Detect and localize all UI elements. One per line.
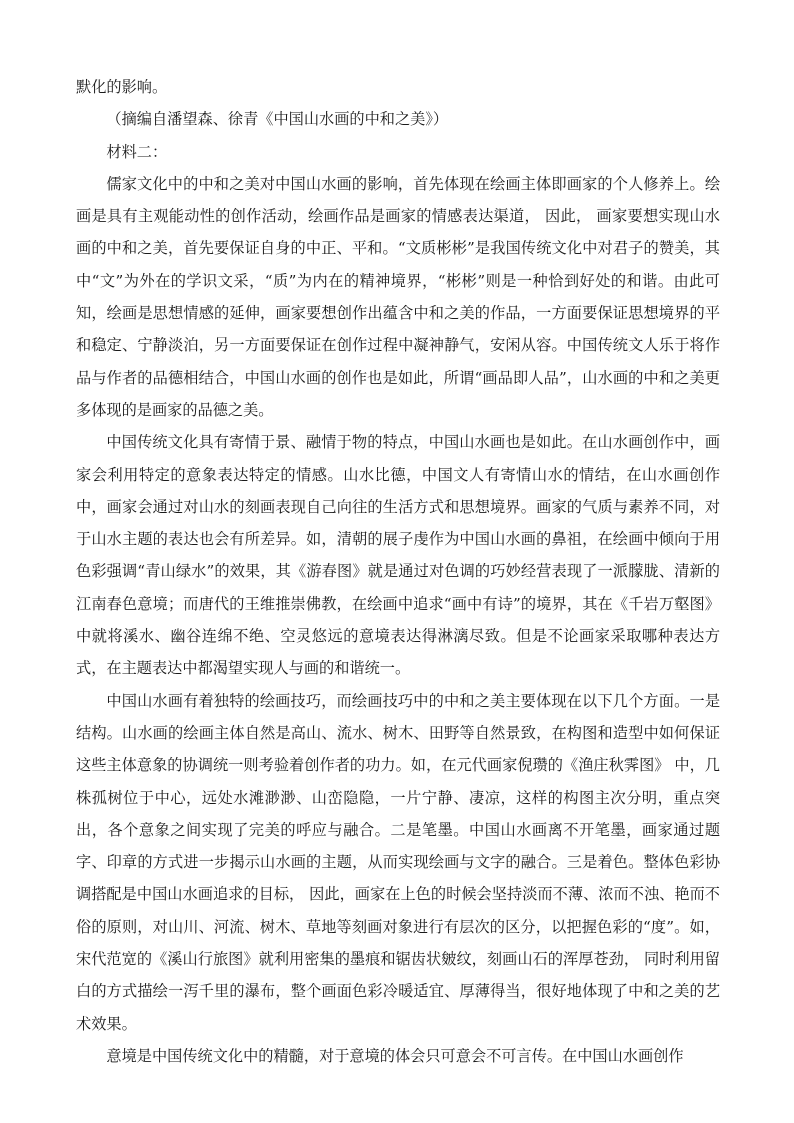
paragraph-2: 中国传统文化具有寄情于景、融情于物的特点，中国山水画也是如此。在山水画创作中，画家会利用特定的意象表达特定的情感。山水比德，中国文人有寄情山水的情结，在山水画创作中，画家会通过对山水的刻画表现自己向往的生活方式和思想境界。画家的气质与素养不同，对于山水主题的表达也会有所差异。如，清朝的展子虔作为中国山水画的鼻祖，在绘画中倾向于用色彩强调“青山绿水”的效果，其《游春图》就是通过对色调的巧妙经营表现了一派朦胧、清新的江南春色意境；而唐代的王维推崇佛教，在绘画中追求“画中有诗”的境界，其在《千岩万壑图》中就将溪水、幽谷连绵不绝、空灵悠远的意境表达得淋漓尽致。但是不论画家采取哪种表达方式，在主题表达中都渴望实现人与画的和谐统一。	[76, 433, 720, 678]
opening-line: 默化的影响。	[76, 78, 168, 96]
paragraph-4: 意境是中国传统文化中的精髓，对于意境的体会只可意会不可言传。在中国山水画创作	[106, 1046, 684, 1065]
section-heading: 材料二：	[106, 142, 168, 161]
paragraph-3: 中国山水画有着独特的绘画技巧，而绘画技巧中的中和之美主要体现在以下几个方面。一是结构。山水画的绘画主体自然是高山、流水、树木、田野等自然景致，在构图和造型中如何保证这些主体意象的协调统一则考验着创作者的功力。如，在元代画家倪瓒的《渔庄秋霁图》 中，几株孤树位于中心，远处水滩渺渺、山峦隐隐，一片宁静、凄凉，这样的构图主次分明，重点突出，各个意象之间实现了完美的呼应与融合。二是笔墨。中国山水画离不开笔墨，画家通过题字、印章的方式进一步揭示山水画的主题，从而实现绘画与文字的融合。三是着色。整体色彩协调搭配是中国山水画追求的目标， 因此，画家在上色的时候会坚持淡而不薄、浓而不浊、艳而不俗的原则，对山川、河流、树木、草地等刻画对象进行有层次的区分，以把握色彩的“度”。如，宋代范宽的《溪山行旅图》就利用密集的墨痕和锯齿状皴纹，刻画山石的浑厚苍劲， 同时利用留白的方式描绘一泻千里的瀑布，整个画面色彩冷暖适宜、厚薄得当，很好地体现了中和之美的艺术效果。	[76, 691, 720, 1033]
paragraph-1: 儒家文化中的中和之美对中国山水画的影响，首先体现在绘画主体即画家的个人修养上。绘画是具有主观能动性的创作活动，绘画作品是画家的情感表达渠道， 因此， 画家要想实现山水画的中和之美，首先要保证自身的中正、平和。“文质彬彬”是我国传统文化中对君子的赞美，其中“文”为外在的学识文采，“质”为内在的精神境界，“彬彬”则是一种恰到好处的和谐。由此可知，绘画是思想情感的延伸，画家要想创作出蕴含中和之美的作品，一方面要保证思想境界的平和稳定、宁静淡泊，另一方面要保证在创作过程中凝神静气，安闲从容。中国传统文人乐于将作品与作者的品德相结合，中国山水画的创作也是如此，所谓“画品即人品”，山水画的中和之美更多体现的是画家的品德之美。	[76, 174, 720, 419]
source-note: （摘编自潘望森、徐青《中国山水画的中和之美》）	[106, 110, 449, 129]
